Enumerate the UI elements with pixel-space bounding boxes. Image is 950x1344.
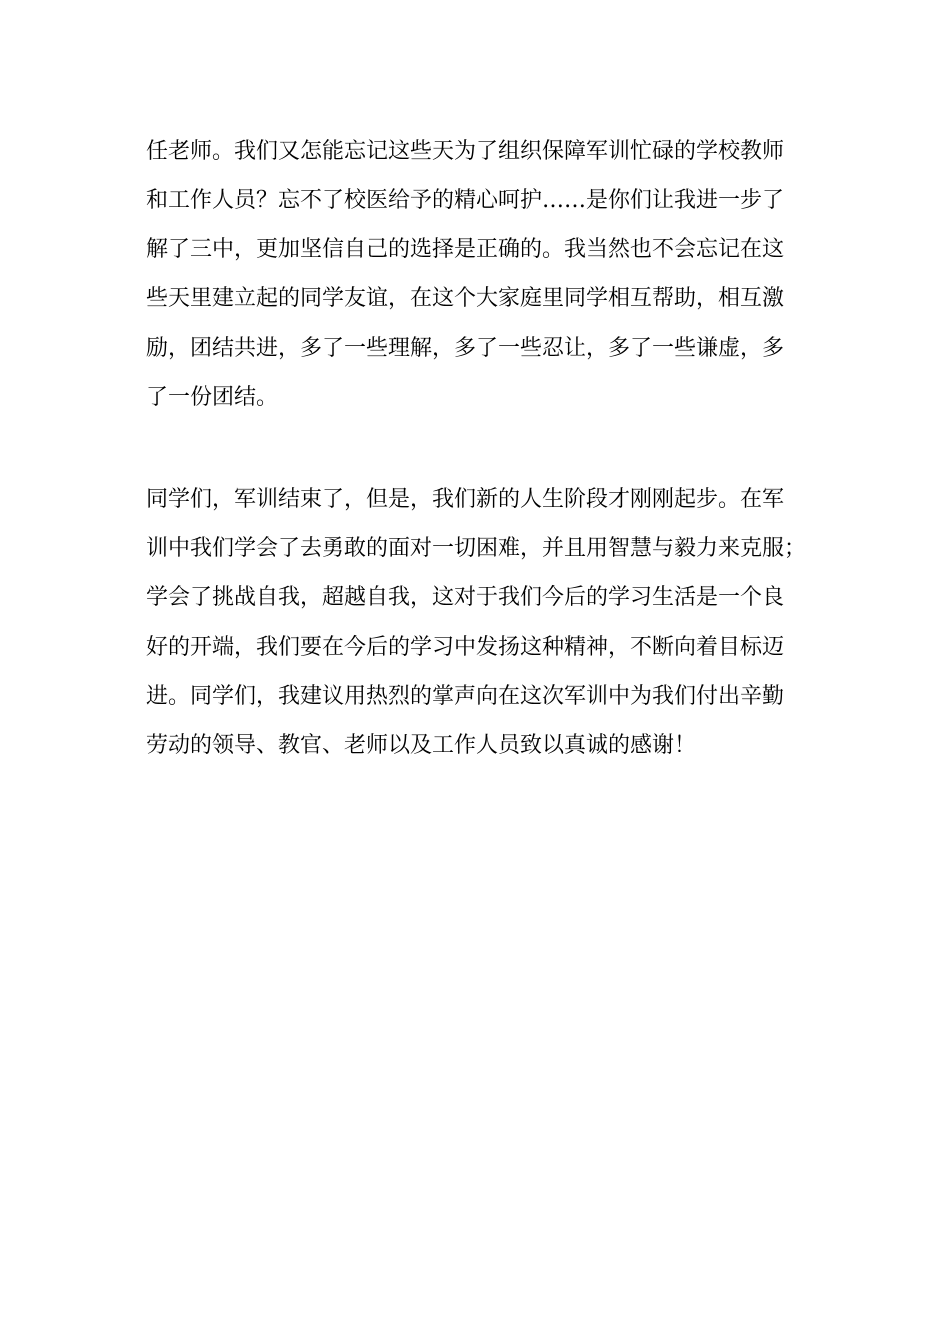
paragraph-line: 训中我们学会了去勇敢的面对一切困难，并且用智慧与毅力来克服； — [146, 536, 807, 561]
paragraph-line: 励，团结共进，多了一些理解，多了一些忍让，多了一些谦虚，多 — [146, 336, 785, 361]
paragraph-line: 和工作人员？忘不了校医给予的精心呵护……是你们让我进一步了 — [146, 188, 785, 213]
paragraph-line: 些天里建立起的同学友谊，在这个大家庭里同学相互帮助，相互激 — [146, 286, 785, 311]
paragraph-line: 进。同学们，我建议用热烈的掌声向在这次军训中为我们付出辛勤 — [146, 684, 785, 709]
paragraph-line: 劳动的领导、教官、老师以及工作人员致以真诚的感谢！ — [146, 733, 697, 758]
paragraph-line: 好的开端，我们要在今后的学习中发扬这种精神，不断向着目标迈 — [146, 635, 785, 660]
paragraph-line: 同学们，军训结束了，但是，我们新的人生阶段才刚刚起步。在军 — [146, 487, 785, 512]
paragraph-line: 解了三中，更加坚信自己的选择是正确的。我当然也不会忘记在这 — [146, 237, 785, 262]
paragraph-line: 了一份团结。 — [146, 385, 279, 410]
paragraph-line: 任老师。我们又怎能忘记这些天为了组织保障军训忙碌的学校教师 — [146, 139, 785, 164]
paragraph-line: 学会了挑战自我，超越自我，这对于我们今后的学习生活是一个良 — [146, 585, 785, 610]
